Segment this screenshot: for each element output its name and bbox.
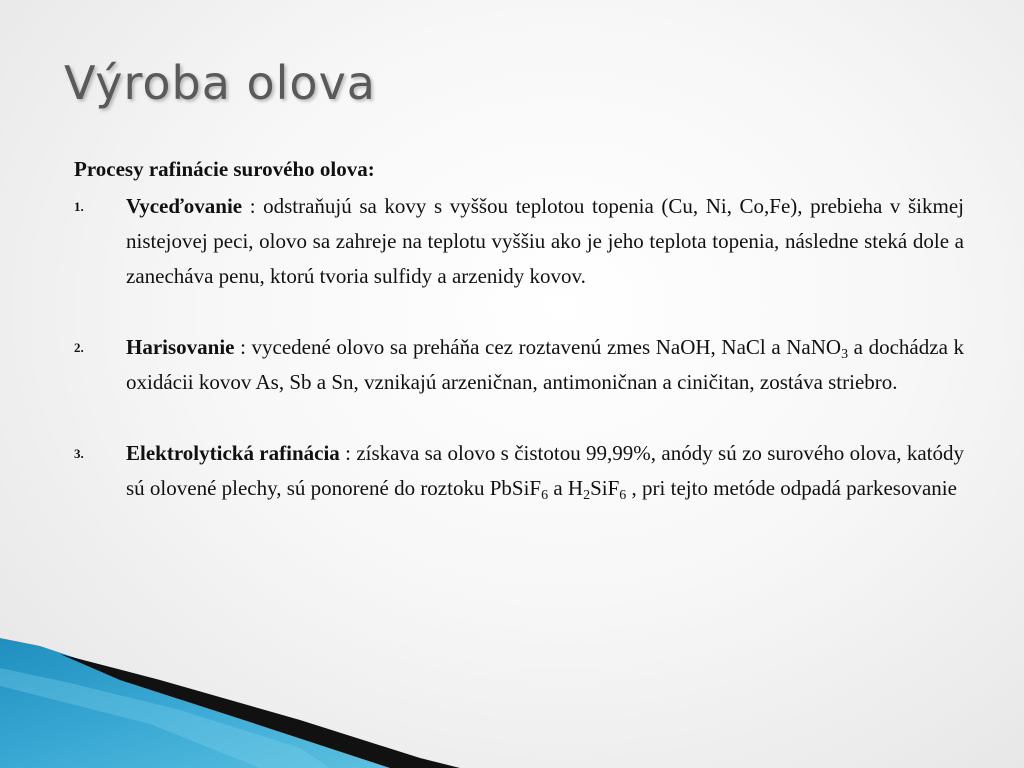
item-term: Vyceďovanie (126, 194, 243, 218)
process-list (74, 189, 964, 506)
item-text: a dochádza k oxidácii kovov As, Sb a Sn, vznikajú arzeničnan, antimoničnan a ciničitan, zostáva striebro. (126, 335, 964, 394)
item-text: : vycedené olovo sa preháňa cez roztavenú zmes NaOH, NaCl a NaNO (234, 335, 842, 359)
item-number: 3. (74, 446, 84, 461)
subscript: 6 (619, 488, 627, 503)
slide-title: Výroba olova (64, 56, 376, 110)
list-item (74, 330, 964, 400)
item-text: : odstraňujú sa kovy s vyššou teplotou topenia (Cu, Ni, Co,Fe), prebieha v šikmej nistejovej peci, olovo sa zahreje na teplotu vyššiu ako je jeho teplota topenia, následne steká dole a zanecháva penu, ktorú tvoria sulfidy a arzenidy kovov. (126, 194, 964, 288)
item-term: Elektrolytická rafinácia (126, 441, 340, 465)
slide-content (74, 152, 964, 542)
list-item (74, 189, 964, 294)
corner-decoration (0, 638, 1024, 768)
item-text: : získava sa olovo s čistotou 99,99%, anódy sú zo surového olova, katódy sú olovené plechy, sú ponorené do roztoku PbSiF (126, 441, 965, 500)
subscript: 6 (541, 488, 549, 503)
item-text: SiF (590, 476, 620, 500)
subscript: 3 (841, 347, 849, 362)
item-text: , pri tejto metóde odpadá parkesovanie (626, 476, 957, 500)
content-subtitle: Procesy rafinácie surového olova: (74, 157, 375, 181)
item-term: Harisovanie (126, 335, 235, 359)
item-number: 2. (74, 340, 84, 355)
item-number: 1. (74, 199, 84, 214)
subscript: 2 (583, 488, 591, 503)
list-item (74, 436, 964, 506)
item-text: a H (548, 476, 584, 500)
